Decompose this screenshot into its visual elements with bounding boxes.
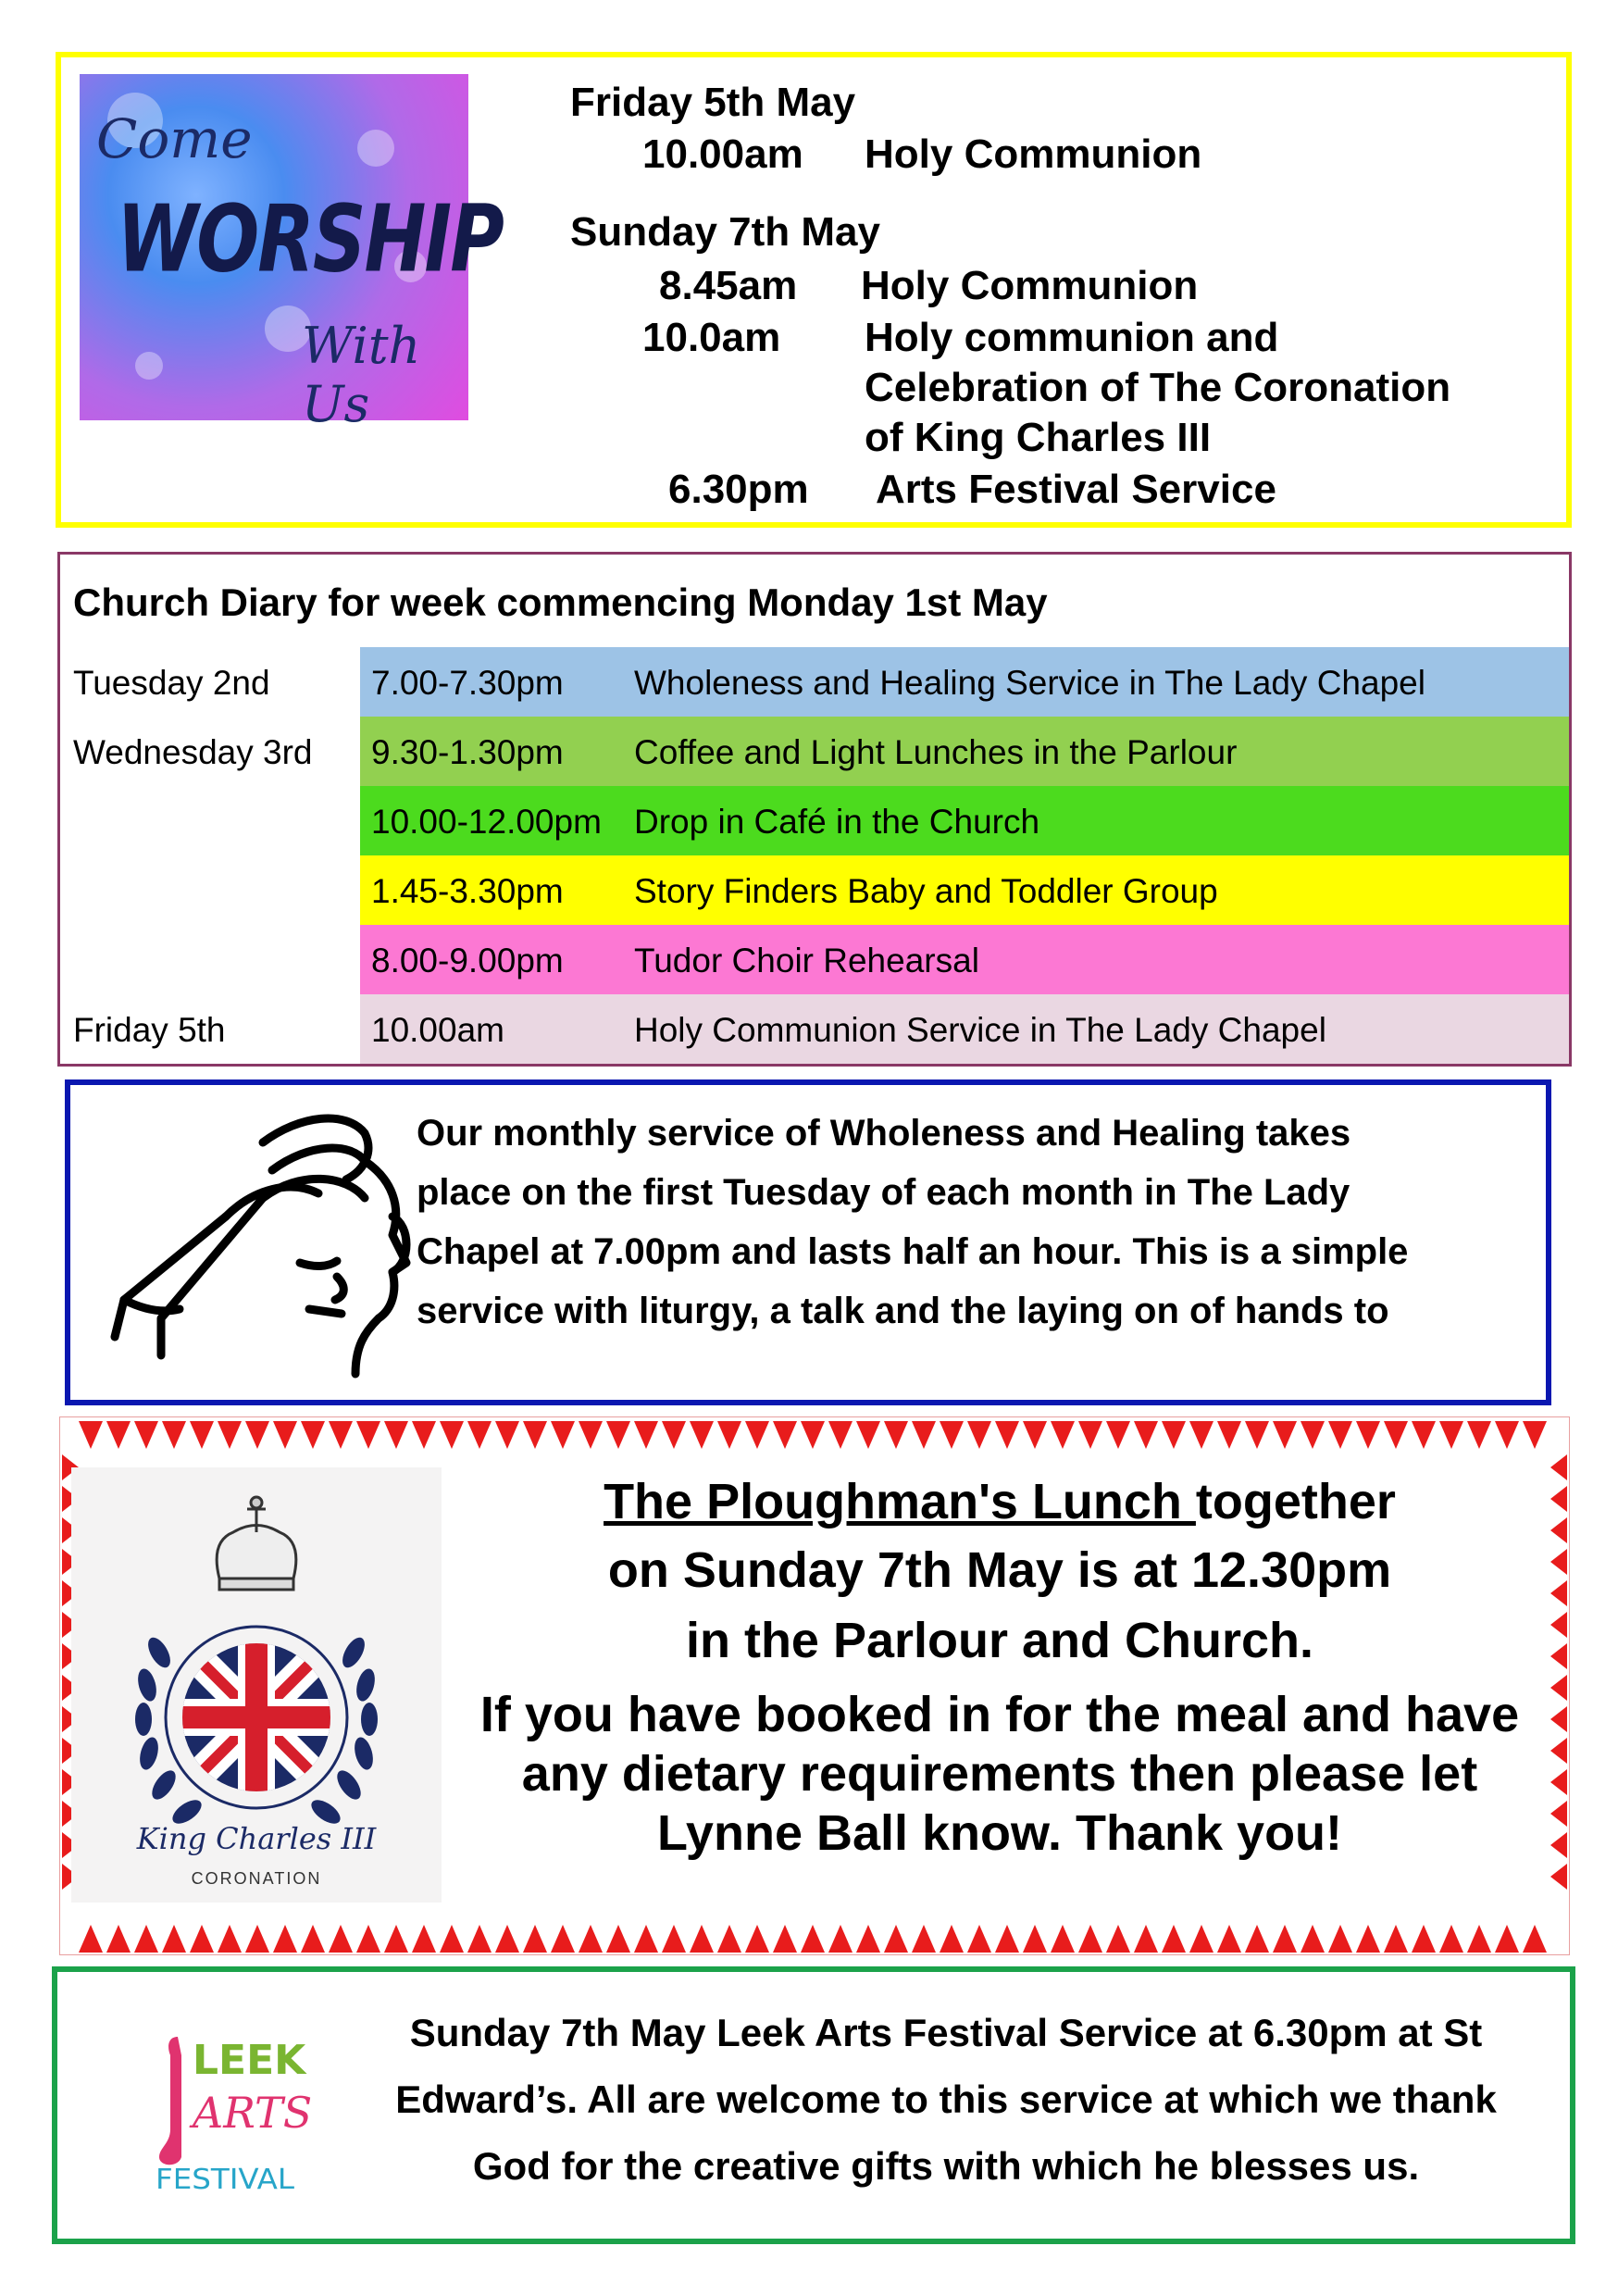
- triangle-mark: [1550, 1517, 1567, 1543]
- triangle-mark: [1078, 1421, 1102, 1449]
- triangle-mark: [1301, 1421, 1325, 1449]
- triangle-mark: [384, 1421, 408, 1449]
- triangle-mark: [801, 1421, 825, 1449]
- triangle-mark: [1412, 1421, 1436, 1449]
- diary-row: [60, 786, 1569, 855]
- sunday-event-4: of King Charles III: [865, 415, 1212, 460]
- diary-row: [60, 994, 1569, 1064]
- diary-row: [60, 647, 1569, 717]
- triangle-mark: [218, 1421, 242, 1449]
- sunday-time-5: 6.30pm: [668, 467, 809, 512]
- triangle-mark: [1495, 1421, 1519, 1449]
- diary-event: Wholeness and Healing Service in The Lady Chapel: [634, 664, 1425, 702]
- triangle-mark: [356, 1925, 380, 1953]
- diary-band: [360, 786, 1569, 855]
- triangle-mark: [940, 1421, 964, 1449]
- triangle-mark: [912, 1421, 936, 1449]
- sunday-time-2: 10.0am: [642, 315, 781, 360]
- triangle-mark: [162, 1925, 186, 1953]
- triangle-mark: [1051, 1421, 1075, 1449]
- ploughmans-line: on Sunday 7th May is at 12.30pm: [607, 1542, 1392, 1598]
- triangle-mark: [856, 1925, 880, 1953]
- triangle-mark: [467, 1421, 492, 1449]
- ploughmans-title-rest: together: [1195, 1474, 1396, 1529]
- triangle-mark: [1439, 1421, 1463, 1449]
- triangle-mark: [1051, 1925, 1075, 1953]
- diary-time: 8.00-9.00pm: [371, 942, 564, 980]
- triangle-mark: [773, 1925, 797, 1953]
- triangle-mark: [1217, 1925, 1241, 1953]
- triangle-mark: [412, 1421, 436, 1449]
- diary-time: 1.45-3.30pm: [371, 872, 564, 910]
- triangle-mark: [690, 1925, 714, 1953]
- triangle-mark: [579, 1925, 603, 1953]
- logo-name: King Charles III: [136, 1821, 377, 1856]
- triangle-mark: [551, 1421, 575, 1449]
- healing-line: service with liturgy, a talk and the laying on of hands to: [417, 1291, 1389, 1331]
- triangle-mark: [1134, 1421, 1158, 1449]
- triangle-mark: [1467, 1925, 1491, 1953]
- ploughmans-title: [449, 1473, 1550, 1530]
- triangle-mark: [745, 1421, 769, 1449]
- triangle-mark: [828, 1925, 853, 1953]
- triangle-mark: [1550, 1769, 1567, 1795]
- triangle-mark: [106, 1925, 131, 1953]
- triangle-mark: [1162, 1925, 1186, 1953]
- triangle-mark: [467, 1925, 492, 1953]
- triangle-mark: [412, 1925, 436, 1953]
- diary-time: 9.30-1.30pm: [371, 733, 564, 771]
- triangle-mark: [856, 1421, 880, 1449]
- triangle-mark: [1189, 1925, 1214, 1953]
- triangle-mark: [662, 1421, 686, 1449]
- triangle-mark: [218, 1925, 242, 1953]
- triangle-mark: [1328, 1925, 1352, 1953]
- arts-festival-box: [52, 1966, 1575, 2244]
- triangle-mark: [1273, 1925, 1297, 1953]
- triangle-mark: [1162, 1421, 1186, 1449]
- diary-title: Church Diary for week commencing Monday 1st May: [73, 580, 1048, 624]
- healing-line: Our monthly service of Wholeness and Healing takes: [417, 1113, 1351, 1154]
- diary-time: 7.00-7.30pm: [371, 664, 564, 702]
- ploughmans-line: If you have booked in for the meal and have: [479, 1687, 1520, 1742]
- triangle-mark: [551, 1925, 575, 1953]
- triangle-mark: [1245, 1925, 1269, 1953]
- ploughmans-lunch-box: [59, 1416, 1570, 1955]
- triangle-mark: [1078, 1925, 1102, 1953]
- triangle-mark: [1134, 1925, 1158, 1953]
- triangle-mark: [1384, 1925, 1408, 1953]
- sunday-heading: Sunday 7th May: [570, 209, 880, 255]
- services-box: [56, 52, 1572, 528]
- triangle-mark: [1217, 1421, 1241, 1449]
- triangle-mark: [523, 1925, 547, 1953]
- coronation-logo: [71, 1467, 442, 1903]
- triangle-mark: [301, 1421, 325, 1449]
- logo-arts: ARTS: [193, 2088, 313, 2138]
- diary-time: 10.00am: [371, 1011, 504, 1049]
- worship-text: WORSHIP: [117, 185, 503, 293]
- sunday-time-1: 8.45am: [659, 263, 798, 308]
- diary-event: Story Finders Baby and Toddler Group: [634, 872, 1218, 910]
- triangle-mark: [690, 1421, 714, 1449]
- diary-event: Drop in Café in the Church: [634, 803, 1040, 841]
- triangle-mark: [162, 1421, 186, 1449]
- triangle-mark: [79, 1925, 103, 1953]
- diary-event: Tudor Choir Rehearsal: [634, 942, 979, 980]
- sunday-event-5: Arts Festival Service: [876, 467, 1276, 512]
- triangle-mark: [1550, 1675, 1567, 1701]
- friday-event: Holy Communion: [865, 131, 1202, 177]
- triangle-mark: [1023, 1421, 1047, 1449]
- triangle-mark: [606, 1421, 630, 1449]
- friday-heading: Friday 5th May: [570, 80, 856, 125]
- triangle-mark: [1412, 1925, 1436, 1953]
- diary-event: Holy Communion Service in The Lady Chapel: [634, 1011, 1326, 1049]
- diary-day: Friday 5th: [73, 1011, 226, 1049]
- triangle-mark: [245, 1421, 269, 1449]
- triangle-mark: [190, 1925, 214, 1953]
- triangle-mark: [245, 1925, 269, 1953]
- triangle-mark: [634, 1925, 658, 1953]
- triangle-mark: [495, 1421, 519, 1449]
- triangle-mark: [1384, 1421, 1408, 1449]
- triangle-mark: [579, 1421, 603, 1449]
- triangle-mark: [329, 1925, 353, 1953]
- triangle-mark: [106, 1421, 131, 1449]
- triangle-border-top: [79, 1421, 1550, 1454]
- triangle-mark: [995, 1421, 1019, 1449]
- triangle-mark: [884, 1925, 908, 1953]
- triangle-mark: [523, 1421, 547, 1449]
- healing-paragraph: [417, 1104, 1527, 1341]
- arts-line: Sunday 7th May Leek Arts Festival Service at 6.30pm at St: [409, 2011, 1483, 2054]
- triangle-mark: [1189, 1421, 1214, 1449]
- ploughmans-title-underlined: The Ploughman's Lunch: [604, 1474, 1196, 1529]
- triangle-mark: [1356, 1925, 1380, 1953]
- triangle-mark: [134, 1421, 158, 1449]
- sunday-event-2: Holy communion and: [865, 315, 1279, 360]
- triangle-mark: [440, 1421, 464, 1449]
- arts-line: Edward’s. All are welcome to this service at which we thank: [395, 2078, 1497, 2121]
- diary-band: [360, 647, 1569, 717]
- triangle-mark: [1550, 1706, 1567, 1732]
- arts-line: God for the creative gifts with which he blesses us.: [472, 2144, 1420, 2188]
- diary-band: [360, 717, 1569, 786]
- triangle-mark: [495, 1925, 519, 1953]
- triangle-mark: [606, 1925, 630, 1953]
- healing-line: place on the first Tuesday of each month in The Lady: [417, 1172, 1350, 1213]
- healing-line: Chapel at 7.00pm and lasts half an hour. This is a simple: [417, 1231, 1409, 1272]
- triangle-mark: [773, 1421, 797, 1449]
- triangle-mark: [940, 1925, 964, 1953]
- triangle-mark: [634, 1421, 658, 1449]
- triangle-border-bottom: [79, 1919, 1550, 1953]
- come-text: Come: [96, 107, 253, 170]
- triangle-mark: [967, 1421, 991, 1449]
- triangle-mark: [967, 1925, 991, 1953]
- diary-row: [60, 925, 1569, 994]
- triangle-mark: [1550, 1738, 1567, 1764]
- triangle-mark: [1550, 1832, 1567, 1858]
- triangle-mark: [1550, 1864, 1567, 1890]
- triangle-mark: [1356, 1421, 1380, 1449]
- triangle-mark: [1467, 1421, 1491, 1449]
- diary-day: Tuesday 2nd: [73, 664, 270, 702]
- triangle-mark: [1550, 1486, 1567, 1512]
- sunday-event-3: Celebration of The Coronation: [865, 365, 1451, 410]
- triangle-mark: [329, 1421, 353, 1449]
- triangle-mark: [801, 1925, 825, 1953]
- triangle-mark: [1328, 1421, 1352, 1449]
- diary-event: Coffee and Light Lunches in the Parlour: [634, 733, 1238, 771]
- ploughmans-line: in the Parlour and Church.: [685, 1613, 1314, 1668]
- church-diary: [57, 552, 1572, 1067]
- triangle-mark: [356, 1421, 380, 1449]
- triangle-mark: [745, 1925, 769, 1953]
- triangle-mark: [912, 1925, 936, 1953]
- diary-day: Wednesday 3rd: [73, 733, 313, 771]
- triangle-mark: [1550, 1643, 1567, 1669]
- triangle-mark: [1523, 1421, 1547, 1449]
- diary-row: [60, 855, 1569, 925]
- triangle-mark: [440, 1925, 464, 1953]
- triangle-mark: [717, 1925, 741, 1953]
- triangle-mark: [1550, 1454, 1567, 1480]
- triangle-mark: [1550, 1549, 1567, 1575]
- triangle-mark: [301, 1925, 325, 1953]
- triangle-mark: [1273, 1421, 1297, 1449]
- triangle-mark: [79, 1421, 103, 1449]
- triangle-mark: [828, 1421, 853, 1449]
- triangle-mark: [1023, 1925, 1047, 1953]
- triangle-mark: [1245, 1421, 1269, 1449]
- leek-arts-festival-logo: [150, 2018, 313, 2203]
- healing-box: [65, 1079, 1551, 1405]
- triangle-mark: [1301, 1925, 1325, 1953]
- with-us-text: With Us: [302, 317, 421, 433]
- logo-leek: LEEK: [193, 2037, 306, 2084]
- come-worship-image: [80, 74, 503, 433]
- ploughmans-line: any dietary requirements then please let: [521, 1746, 1478, 1802]
- logo-festival: FESTIVAL: [156, 2164, 295, 2196]
- triangle-mark: [1550, 1612, 1567, 1638]
- sunday-event-1: Holy Communion: [861, 263, 1199, 308]
- triangle-mark: [1550, 1801, 1567, 1827]
- ploughmans-line: Lynne Ball know. Thank you!: [656, 1805, 1343, 1861]
- triangle-mark: [1439, 1925, 1463, 1953]
- triangle-mark: [1523, 1925, 1547, 1953]
- triangle-mark: [662, 1925, 686, 1953]
- logo-subtitle: CORONATION: [191, 1869, 322, 1888]
- triangle-mark: [273, 1421, 297, 1449]
- diary-band: [360, 855, 1569, 925]
- diary-row: [60, 717, 1569, 786]
- diary-band: [360, 994, 1569, 1064]
- triangle-mark: [1106, 1421, 1130, 1449]
- triangle-mark: [134, 1925, 158, 1953]
- triangle-mark: [1495, 1925, 1519, 1953]
- diary-band: [360, 925, 1569, 994]
- triangle-mark: [273, 1925, 297, 1953]
- triangle-mark: [384, 1925, 408, 1953]
- friday-time: 10.00am: [642, 131, 803, 177]
- triangle-mark: [995, 1925, 1019, 1953]
- triangle-mark: [1550, 1580, 1567, 1606]
- triangle-mark: [190, 1421, 214, 1449]
- triangle-mark: [884, 1421, 908, 1449]
- diary-time: 10.00-12.00pm: [371, 803, 602, 841]
- triangle-mark: [1106, 1925, 1130, 1953]
- triangle-mark: [717, 1421, 741, 1449]
